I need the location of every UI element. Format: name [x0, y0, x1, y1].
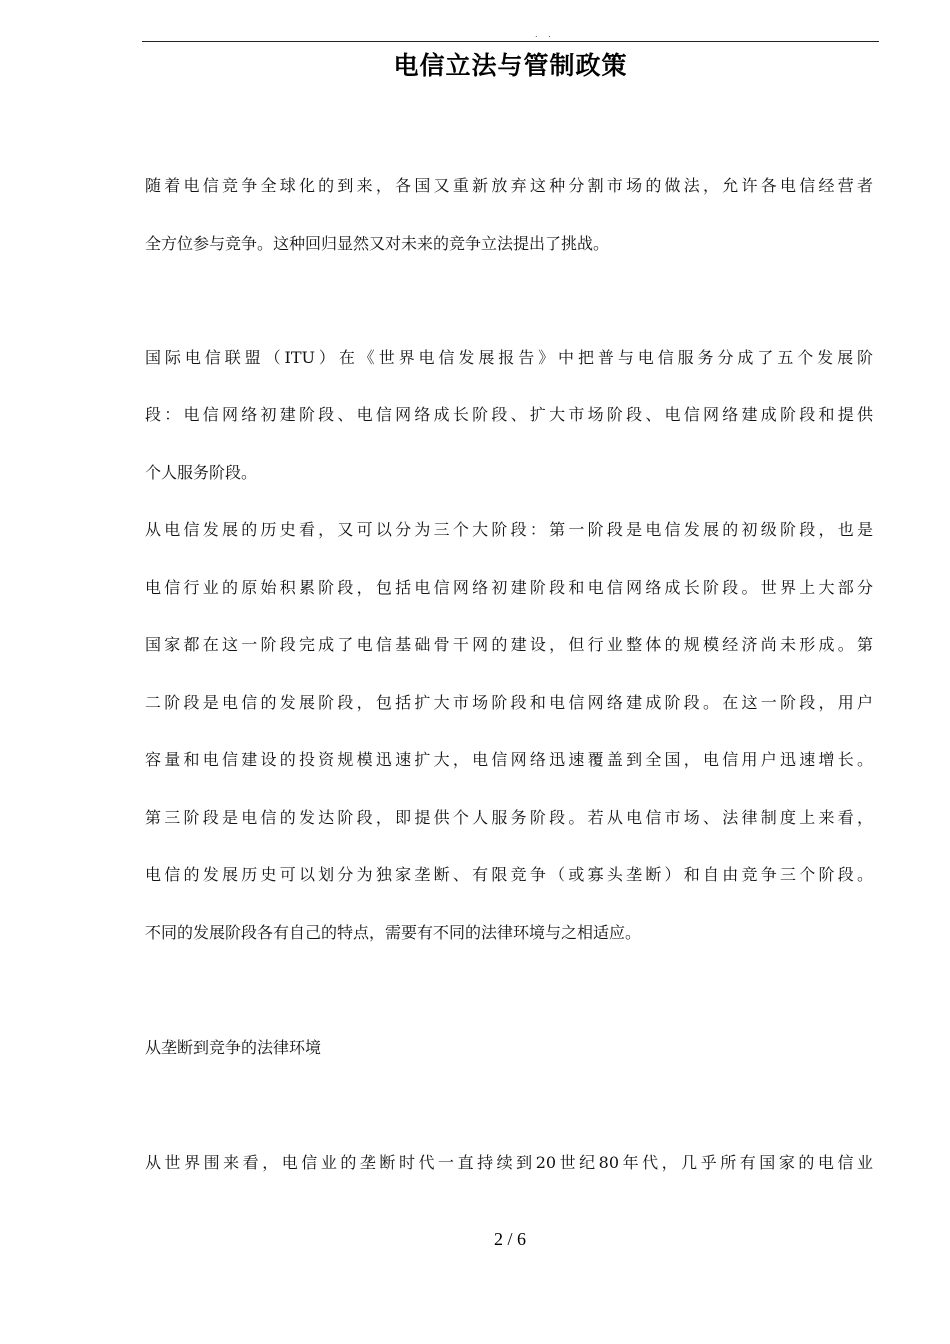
paragraph-2-line-1: 国际电信联盟（ITU）在《世界电信发展报告》中把普与电信服务分成了五个发展阶 [145, 348, 873, 367]
paragraph-1-line-2: 全方位参与竞争。这种回归显然又对未来的竞争立法提出了挑战。 [145, 234, 610, 253]
header-marks: . . [535, 30, 555, 39]
paragraph-3-line-2: 电信行业的原始积累阶段，包括电信网络初建阶段和电信网络成长阶段。世界上大部分 [145, 578, 873, 597]
paragraph-3-line-8: 不同的发展阶段各有自己的特点，需要有不同的法律环境与之相适应。 [145, 923, 642, 942]
paragraph-3-line-6: 第三阶段是电信的发达阶段，即提供个人服务阶段。若从电信市场、法律制度上来看， [145, 808, 873, 827]
paragraph-4-line-1: 从世界围来看，电信业的垄断时代一直持续到20世纪80年代，几乎所有国家的电信业 [145, 1153, 873, 1172]
paragraph-2-line-2: 段：电信网络初建阶段、电信网络成长阶段、扩大市场阶段、电信网络建成阶段和提供 [145, 405, 873, 424]
page-number: 2 / 6 [493, 1229, 526, 1249]
paragraph-1-line-1: 随着电信竞争全球化的到来，各国又重新放弃这种分割市场的做法，允许各电信经营者 [145, 176, 873, 195]
paragraph-2-line-3: 个人服务阶段。 [145, 463, 258, 482]
paragraph-3-line-1: 从电信发展的历史看，又可以分为三个大阶段：第一阶段是电信发展的初级阶段，也是 [145, 520, 873, 539]
page-title: 电信立法与管制政策 [393, 51, 628, 80]
paragraph-3-line-3: 国家都在这一阶段完成了电信基础骨干网的建设，但行业整体的规模经济尚未形成。第 [145, 635, 873, 654]
paragraph-3-line-7: 电信的发展历史可以划分为独家垄断、有限竞争（或寡头垄断）和自由竞争三个阶段。 [145, 865, 873, 884]
paragraph-3-line-5: 容量和电信建设的投资规模迅速扩大，电信网络迅速覆盖到全国，电信用户迅速增长。 [145, 750, 873, 769]
paragraph-3-line-4: 二阶段是电信的发展阶段，包括扩大市场阶段和电信网络建成阶段。在这一阶段，用户 [145, 693, 873, 712]
header-rule [142, 41, 879, 42]
section-heading: 从垄断到竞争的法律环境 [145, 1038, 322, 1057]
